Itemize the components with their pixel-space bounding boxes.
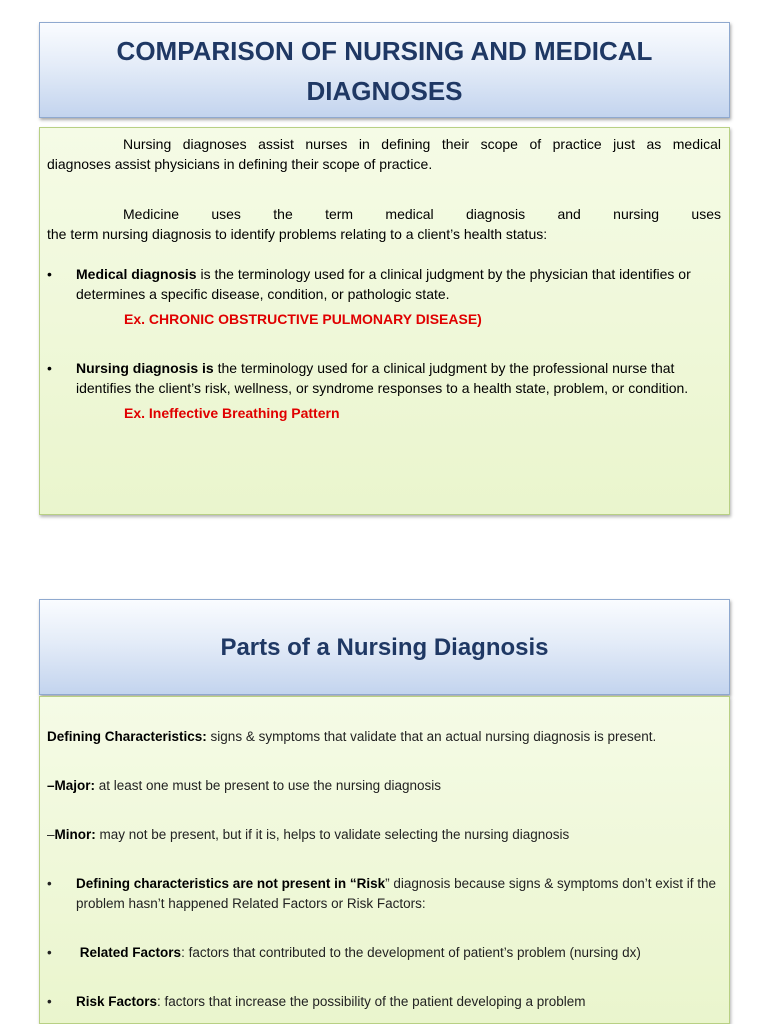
bullet1-text: is the terminology used for a clinical judgment by the physician that identifies or determines a specific disease, condition, or pathologic state.	[76, 266, 691, 302]
bullet-risk-factors: • Risk Factors: factors that increase the possibility of the patient developing a problem	[47, 992, 721, 1012]
slide2-title-box	[39, 599, 730, 695]
bullet-risk-diagnosis: • Defining characteristics are not present in “Risk” diagnosis because signs & symptoms don’t exist if the problem hasn’t happened Related Factors or Risk Factors:	[47, 876, 717, 911]
bullet1-term: Medical diagnosis	[76, 266, 197, 282]
bullet2-example: Ex. Ineffective Breathing Pattern	[124, 405, 340, 421]
bullet1-example: Ex. CHRONIC OBSTRUCTIVE PULMONARY DISEASE)	[124, 311, 482, 327]
para2-line2: the term nursing diagnosis to identify problems relating to a client’s health status:	[47, 226, 548, 242]
bullet-medical-diagnosis	[47, 264, 721, 304]
bullet-related-factors: • Related Factors: factors that contributed to the development of patient’s problem (nursing dx)	[47, 943, 721, 963]
para2-line1: Medicine uses the term medical diagnosis and nursing uses	[123, 206, 721, 222]
major-characteristics: –Major: at least one must be present to use the nursing diagnosis	[47, 778, 441, 793]
slide2-title: Parts of a Nursing Diagnosis	[220, 634, 549, 661]
bullet2-term: Nursing diagnosis is	[76, 360, 214, 376]
bullet-dot: •	[47, 360, 52, 376]
bullet-nursing-diagnosis	[47, 358, 721, 398]
para1-line1: Nursing diagnoses assist nurses in defining their scope of practice just as medical	[123, 136, 721, 152]
bullet-dot: •	[47, 266, 52, 282]
slide2-content-box	[39, 696, 730, 1024]
slide1-title: COMPARISON OF NURSING AND MEDICAL DIAGNOSES	[116, 36, 653, 106]
para1-line2: diagnoses assist physicians in defining their scope of practice.	[47, 156, 433, 172]
bullet-dot: •	[47, 876, 52, 891]
minor-characteristics: –Minor: may not be present, but if it is, helps to validate selecting the nursing diagnosis	[47, 827, 570, 842]
bullet2-text: the terminology used for a clinical judgment by the professional nurse that identifies the client’s risk, wellness, or syndrome responses to a health state, problem, or condition.	[76, 360, 689, 396]
defining-characteristics: Defining Characteristics: signs & symptoms that validate that an actual nursing diagnosis is present.	[47, 729, 657, 744]
bullet-dot: •	[47, 994, 52, 1009]
slide1-title-box	[39, 22, 730, 118]
slide1-content-box	[39, 127, 730, 515]
bullet-dot: •	[47, 945, 52, 960]
